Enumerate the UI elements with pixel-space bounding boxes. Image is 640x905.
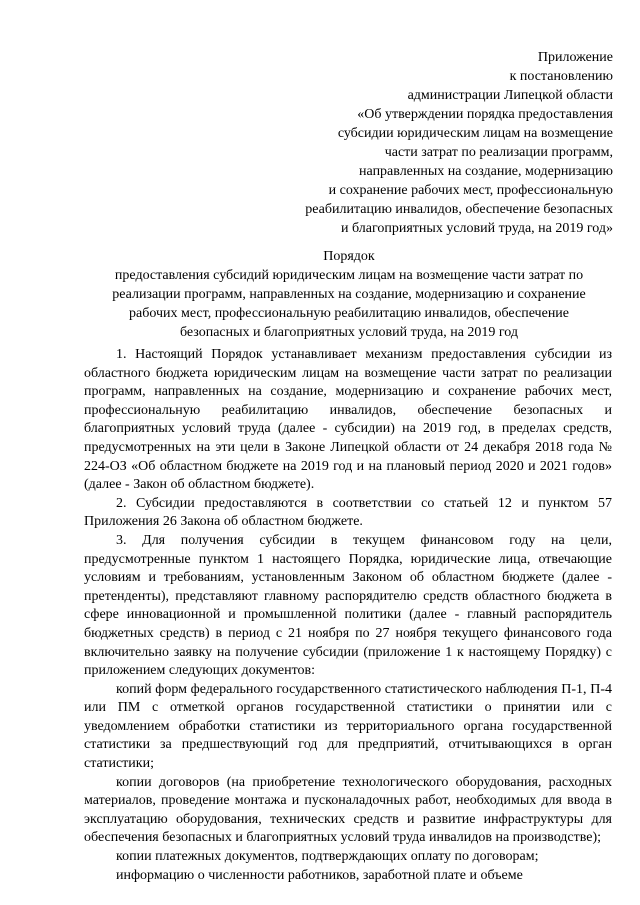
appendix-line: администрации Липецкой области <box>407 88 613 103</box>
heading-line: рабочих мест, профессиональную реабилитацию инвалидов, обеспечение <box>128 306 570 321</box>
heading-line: безопасных и благоприятных условий труда, на 2019 год <box>179 325 519 340</box>
document-body <box>84 346 612 885</box>
appendix-line: к постановлению <box>509 69 613 84</box>
appendix-line: Приложение <box>537 50 613 65</box>
heading-line: предоставления субсидий юридическим лицам на возмещение части затрат по <box>114 268 584 283</box>
heading-line: реализации программ, направленных на создание, модернизацию и сохранение <box>112 287 586 302</box>
list-item-statistics-forms: копий форм федерального государственного статистического наблюдения П-1, П-4 или ПМ с отметкой органов государственной статистики о принятии или с уведомлением обработки статистики из территориального органа государственной статистики за предшествующий год для предприятий, отчитывающихся в орган статистики; <box>84 681 612 772</box>
document-heading <box>84 247 614 342</box>
appendix-line: и благоприятных условий труда, на 2019 год» <box>341 221 613 236</box>
appendix-line: «Об утверждении порядка предоставления <box>357 107 613 122</box>
appendix-line: и сохранение рабочих мест, профессиональную <box>328 183 613 198</box>
paragraph-3: 3. Для получения субсидии в текущем финансовом году на цели, предусмотренные пунктом 1 настоящего Порядка, юридические лица, отвечающие условиям и требованиям, установленным Законом об областном бюджете (далее - претенденты), представляют главному распорядителю средств областного бюджета в сфере инновационной и промышленной политики (далее - главный распорядитель бюджетных средств) в период с 21 ноября по 27 ноября текущего финансового года включительно заявку на получение субсидии (приложение 1 к настоящему Порядку) с приложением следующих документов: <box>84 532 612 679</box>
paragraph-1: 1. Настоящий Порядок устанавливает механизм предоставления субсидии из областного бюджета юридическим лицам на возмещение части затрат по реализации программ, направленных на создание, модернизацию и сохранение рабочих мест, профессиональную реабилитацию инвалидов, обеспечение безопасных и благоприятных условий труда (далее - субсидии) на 2019 год, в пределах средств, предусмотренных на эти цели в Законе Липецкой области от 24 декабря 2018 года № 224-ОЗ «Об областном бюджете на 2019 год и на плановый период 2020 и 2021 годов» (далее - Закон об областном бюджете). <box>84 347 612 493</box>
appendix-line: направленных на создание, модернизацию <box>359 164 613 179</box>
list-item-employee-info: информацию о численности работников, заработной плате и объеме <box>116 867 523 883</box>
appendix-block <box>193 48 613 238</box>
appendix-line: реабилитацию инвалидов, обеспечение безопасных <box>305 202 613 217</box>
appendix-line: субсидии юридическим лицам на возмещение <box>337 126 613 141</box>
paragraph-2: 2. Субсидии предоставляются в соответствии со статьей 12 и пунктом 57 Приложения 26 Закона об областном бюджете. <box>84 495 612 530</box>
document-title: Порядок <box>323 249 375 264</box>
list-item-payment-documents: копии платежных документов, подтверждающих оплату по договорам; <box>116 849 539 865</box>
list-item-contracts: копии договоров (на приобретение технологического оборудования, расходных материалов, проведение монтажа и пусконаладочных работ, необходимых для ввода в эксплуатацию оборудования, технических средств и развитие инфраструктуры для обеспечения безопасных и благоприятных условий труда инвалидов на производстве); <box>84 774 612 846</box>
appendix-line: части затрат по реализации программ, <box>384 145 613 160</box>
